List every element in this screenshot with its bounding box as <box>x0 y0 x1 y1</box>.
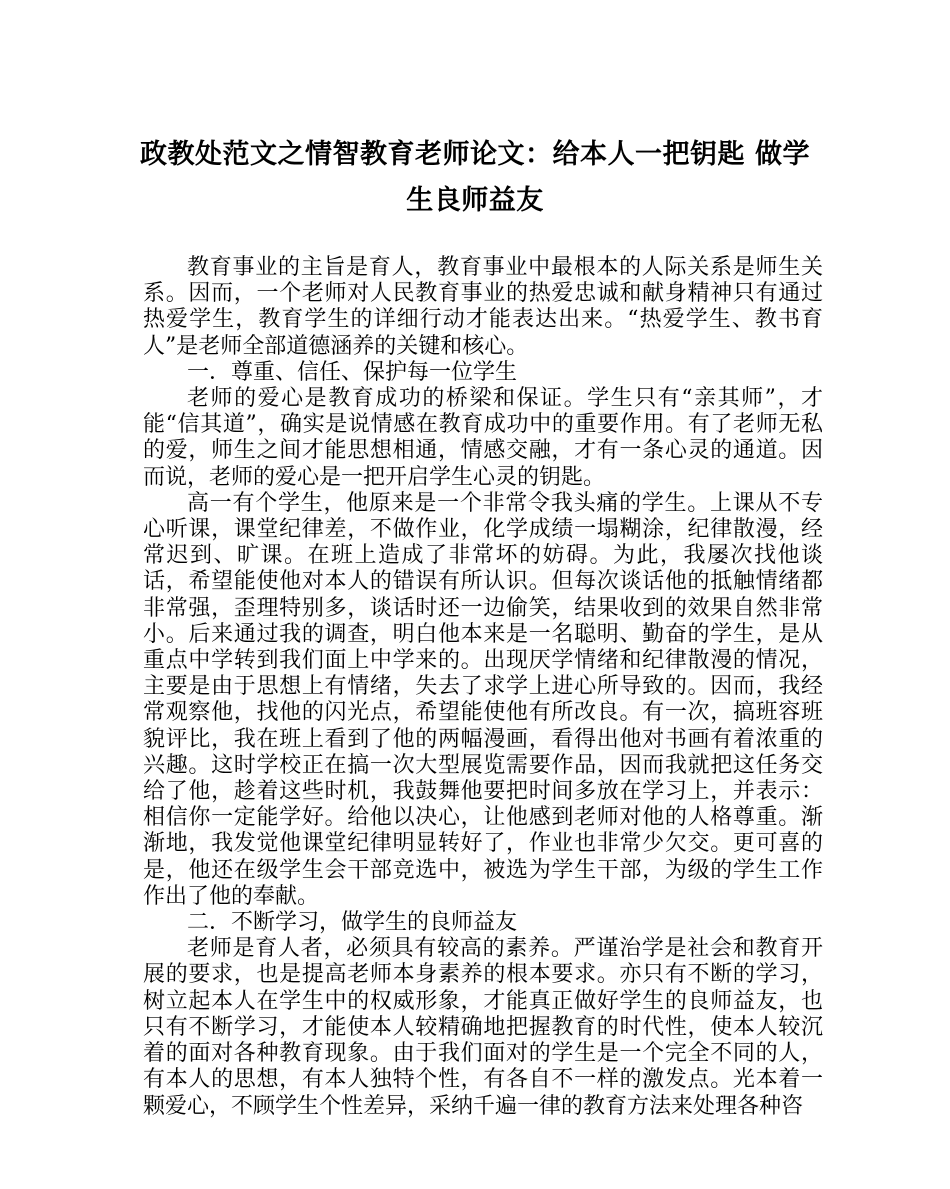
paragraph-intro: 教育事业的主旨是育人，教育事业中最根本的人际关系是师生关系。因而，一个老师对人民教育事业的热爱忠诚和献身精神只有通过热爱学生，教育学生的详细行动才能表达出来。“热爱学生、教书育人”是老师全部道德涵养的关键和核心。 <box>143 255 823 359</box>
document-title: 政教处范文之情智教育老师论文：给本人一把钥匙 做学生良师益友 <box>140 139 810 216</box>
paragraph-love: 老师的爱心是教育成功的桥梁和保证。学生只有“亲其师”，才能“信其道”，确实是说情感在教育成功中的重要作用。有了老师无私的爱，师生之间才能思想相通，情感交融，才有一条心灵的通道。因而说，老师的爱心是一把开启学生心灵的钥匙。 <box>143 386 823 490</box>
section-heading-2: 二．不断学习，做学生的良师益友 <box>187 910 518 936</box>
paragraph-student-story: 高一有个学生，他原来是一个非常令我头痛的学生。上课从不专心听课，课堂纪律差，不做作业，化学成绩一塌糊涂，纪律散漫，经常迟到、旷课。在班上造成了非常坏的妨碍。为此，我屡次找他谈话，希望能使他对本人的错误有所认识。但每次谈话他的抵触情绪都非常强，歪理特别多，谈话时还一边偷笑，结果收到的效果自然非常小。后来通过我的调查，明白他本来是一名聪明、勤奋的学生，是从重点中学转到我们面上中学来的。出现厌学情绪和纪律散漫的情况，主要是由于思想上有情绪，失去了求学上进心所导致的。因而，我经常观察他，找他的闪光点，希望能使他有所改良。有一次，搞班容班貌评比，我在班上看到了他的两幅漫画，看得出他对书画有着浓重的兴趣。这时学校正在搞一次大型展览需要作品，因而我就把这任务交给了他，趁着这些时机，我鼓舞他要把时间多放在学习上，并表示：相信你一定能学好。给他以决心，让他感到老师对他的人格尊重。渐渐地，我发觉他课堂纪律明显转好了，作业也非常少欠交。更可喜的是，他还在级学生会干部竞选中，被选为学生干部，为级的学生工作作出了他的奉献。 <box>143 490 823 909</box>
document-body <box>143 255 823 1120</box>
section-heading-1: 一．尊重、信任、保护每一位学生 <box>187 359 518 385</box>
paragraph-learning: 老师是育人者，必须具有较高的素养。严谨治学是社会和教育开展的要求，也是提高老师本身素养的根本要求。亦只有不断的学习，树立起本人在学生中的权威形象，才能真正做好学生的良师益友，也只有不断学习，才能使本人较精确地把握教育的时代性，使本人较沉着的面对各种教育现象。由于我们面对的学生是一个完全不同的人，有本人的思想，有本人独特个性，有各自不一样的激发点。光本着一颗爱心，不顾学生个性差异，采纳千遍一律的教育方法来处理各种咨 <box>143 936 823 1119</box>
